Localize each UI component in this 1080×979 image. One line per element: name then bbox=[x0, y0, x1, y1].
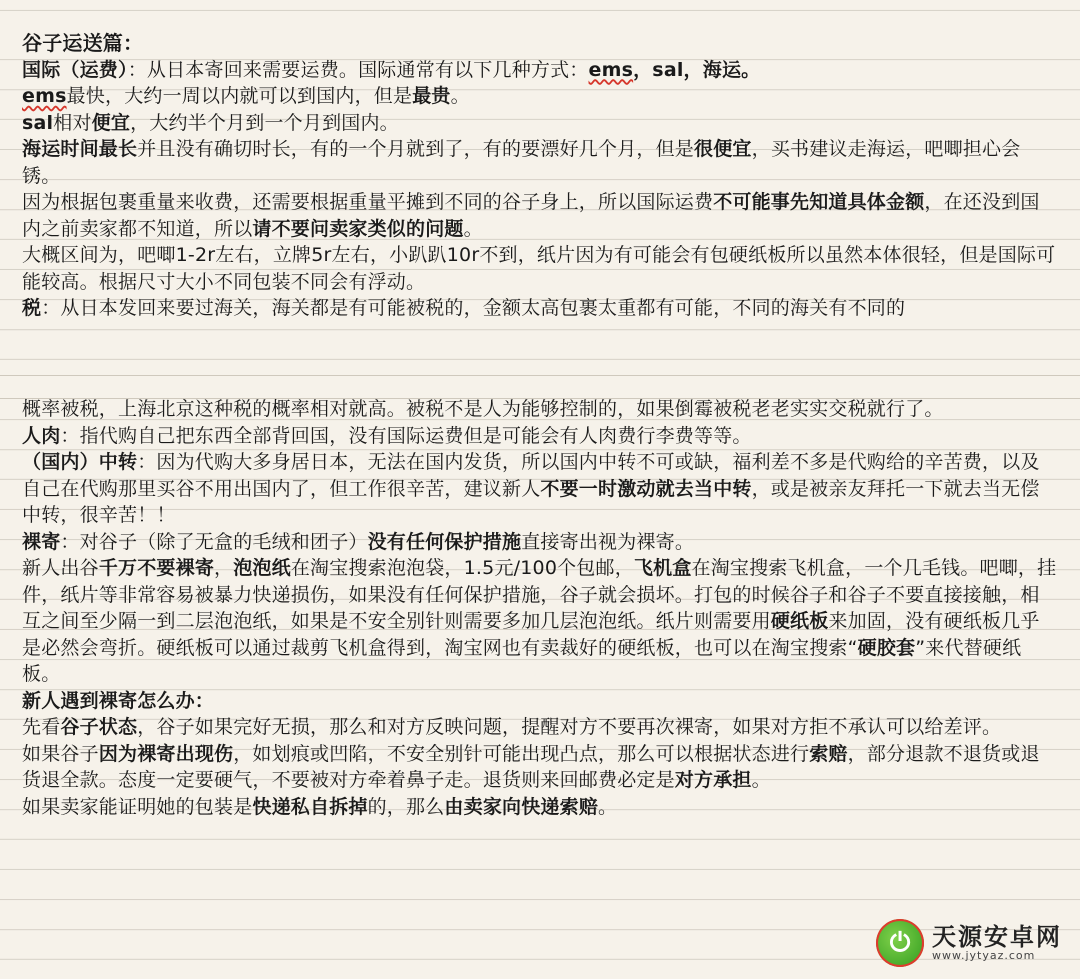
paragraph-check-state bbox=[22, 714, 1058, 741]
text-dmg-a: 如果谷子 bbox=[22, 742, 99, 765]
text-fee-c: ，在还没到国内之前卖家都不知道，所以 bbox=[22, 191, 1040, 240]
label-tax: 税 bbox=[22, 297, 42, 319]
text-sea-lead: 海运时间最长 bbox=[22, 138, 138, 160]
site-watermark bbox=[876, 919, 1062, 967]
text-seller-c: 的，那么 bbox=[367, 795, 445, 818]
text-new-c: ， bbox=[214, 557, 234, 579]
paragraph-renrou bbox=[22, 423, 1058, 450]
text-fee-b: 不可能事先知道具体金额 bbox=[713, 191, 925, 213]
text-look-a: 先看 bbox=[22, 716, 61, 738]
paragraph-naked-shipping bbox=[22, 529, 1058, 556]
text-international: ：从日本寄回来需要运费。国际通常有以下几种方式： bbox=[127, 58, 589, 81]
text-dmg-e: ，部分退款不退货或退货退全款。态度一定要硬气，不要被对方牵着鼻子走。退货则来回邮费必定是 bbox=[22, 742, 1040, 791]
paragraph-tax bbox=[22, 295, 1058, 322]
paragraph-how-to-handle: 新人遇到裸寄怎么办： bbox=[22, 689, 215, 712]
paragraph-sal bbox=[22, 110, 1058, 137]
text-sal-end: ，大约半个月到一个月到国内。 bbox=[130, 111, 399, 134]
watermark-text bbox=[932, 924, 1062, 962]
watermark-url: www.jytyaz.com bbox=[932, 949, 1036, 963]
text-new-a: 新人出谷 bbox=[22, 557, 99, 579]
text-most-expensive: 最贵 bbox=[412, 85, 451, 107]
text-transfer-a: ：因为代购大多身居日本，无法在国内发货，所以国内中转不可或缺，福利差不多是代购给的辛苦费，以及自己在代购那里买谷不用出国内了，但工作很辛苦，建议新人 bbox=[22, 451, 1040, 500]
text-dmg-b: 因为裸寄出现伤 bbox=[98, 742, 234, 765]
label-renrou: 人肉 bbox=[22, 424, 61, 447]
text-dmg-f: 对方承担 bbox=[674, 769, 752, 791]
paragraph-damage bbox=[22, 741, 1058, 794]
text-new-k: ”来代替硬纸板。 bbox=[22, 636, 1022, 685]
text-sal: sal bbox=[22, 111, 54, 134]
text-seller-b: 快递私自拆掉 bbox=[252, 795, 368, 818]
text-sea-mid: 并且没有确切时长，有的一个月就到了，有的要漂好几个月，但是 bbox=[137, 138, 695, 160]
text-new-e: 在淘宝搜索泡泡袋，1.5元/100个包邮， bbox=[290, 557, 634, 579]
text-sea-end: ，买书建议走海运，吧唧担心会锈。 bbox=[22, 138, 1021, 187]
text-fee-e: 。 bbox=[463, 217, 483, 240]
text-sea-cheap: 很便宜 bbox=[694, 138, 752, 160]
text-sal-pre: 相对 bbox=[53, 111, 92, 134]
paragraph-international bbox=[22, 57, 1058, 84]
text-renrou: ：指代购自己把东西全部背回国，没有国际运费但是可能会有人肉费行李费等等。 bbox=[60, 424, 752, 447]
paragraph-newbie bbox=[22, 555, 1058, 688]
text-ems: ems bbox=[22, 85, 67, 107]
document-title: 谷子运送篇： bbox=[22, 31, 144, 55]
text-new-h: 硬纸板 bbox=[770, 610, 829, 632]
text-sal-cheap: 便宜 bbox=[91, 111, 131, 134]
text-transfer-b: 不要一时激动就去当中转 bbox=[540, 477, 752, 500]
text-seller-d: 由卖家向快递索赔 bbox=[444, 795, 599, 818]
label-transfer: （国内）中转 bbox=[22, 451, 138, 473]
paragraph-transfer bbox=[22, 449, 1058, 529]
android-logo-icon: ⏻ bbox=[876, 919, 924, 967]
text-dmg-d: 索赔 bbox=[809, 742, 848, 765]
text-look-c: ，谷子如果完好无损，那么和对方反映问题，提醒对方不要再次裸寄，如果对方拒不承认可以给差评。 bbox=[137, 716, 1002, 738]
text-dmg-c: ，如划痕或凹陷，不安全别针可能出现凸点，那么可以根据状态进行 bbox=[233, 742, 810, 765]
text-transfer-c: ，或是被亲友拜托一下就去当无偿中转，很辛苦！！ bbox=[22, 477, 1040, 526]
text-new-j: 硬胶套 bbox=[857, 636, 916, 659]
text-look-b: 谷子状态 bbox=[60, 716, 138, 738]
text-new-g: 在淘宝搜索飞机盒，一个几毛钱。吧唧，挂件，纸片等非常容易被暴力快递损伤，如果没有任何保护措施，谷子就会损坏。打包的时候谷子和谷子不要直接接触，相互之间至少隔一到二层泡泡纸，如果是不安全别针则需要多加几层泡泡纸。纸片则需要用 bbox=[22, 557, 1057, 632]
paragraph-range: 大概区间为，吧唧1-2r左右，立牌5r左右，小趴趴10r不到，纸片因为有可能会有包硬纸板所以虽然本体很轻，但是国际可能较高。根据尺寸大小不同包装不同会有浮动。 bbox=[22, 244, 1056, 293]
text-seller-a: 如果卖家能证明她的包装是 bbox=[22, 795, 253, 818]
text-naked-c: 直接寄出视为裸寄。 bbox=[521, 530, 695, 553]
text-naked-b: 没有任何保护措施 bbox=[367, 530, 522, 553]
text-methods-rest: ，sal，海运。 bbox=[633, 58, 761, 81]
paragraph-seller-proof bbox=[22, 794, 1058, 821]
paragraph-sea bbox=[22, 136, 1058, 189]
text-new-d: 泡泡纸 bbox=[233, 557, 291, 579]
text-dmg-g: 。 bbox=[751, 769, 771, 791]
paragraph-ems bbox=[22, 83, 1058, 110]
label-international: 国际（运费） bbox=[22, 58, 128, 81]
text-new-i: 来加固，没有硬纸板几乎是必然会弯折。硬纸板可以通过裁剪飞机盒得到，淘宝网也有卖裁好的硬纸板，也可以在淘宝搜索“ bbox=[22, 610, 1040, 659]
text-ems-mid: ，大约一周以内就可以到国内，但是 bbox=[105, 85, 413, 107]
document-bottom-section bbox=[22, 396, 1058, 820]
text-new-b: 千万不要裸寄 bbox=[98, 557, 215, 579]
text-fastest: 最快 bbox=[66, 85, 105, 107]
label-naked-shipping: 裸寄 bbox=[22, 530, 61, 553]
text-seller-e: 。 bbox=[598, 795, 618, 818]
text-fee-d: 请不要问卖家类似的问题 bbox=[252, 217, 464, 240]
watermark-name: 天源安卓网 bbox=[932, 922, 1062, 951]
text-ems-end: 。 bbox=[450, 85, 470, 107]
text-new-f: 飞机盒 bbox=[633, 557, 692, 579]
text-naked-a: ：对谷子（除了无盒的毛绒和团子） bbox=[60, 530, 368, 553]
paragraph-tax-continued: 概率被税，上海北京这种税的概率相对就高。被税不是人为能够控制的，如果倒霉被税老老实实交税就行了。 bbox=[22, 398, 944, 420]
paragraph-fee bbox=[22, 189, 1058, 242]
document-top-section bbox=[22, 30, 1058, 322]
text-fee-a: 因为根据包裹重量来收费，还需要根据重量平摊到不同的谷子身上，所以国际运费 bbox=[22, 191, 714, 213]
text-ems-method: ems bbox=[588, 58, 634, 81]
text-tax: ：从日本发回来要过海关，海关都是有可能被税的，金额太高包裹太重都有可能，不同的海关有不同的 bbox=[41, 297, 906, 319]
